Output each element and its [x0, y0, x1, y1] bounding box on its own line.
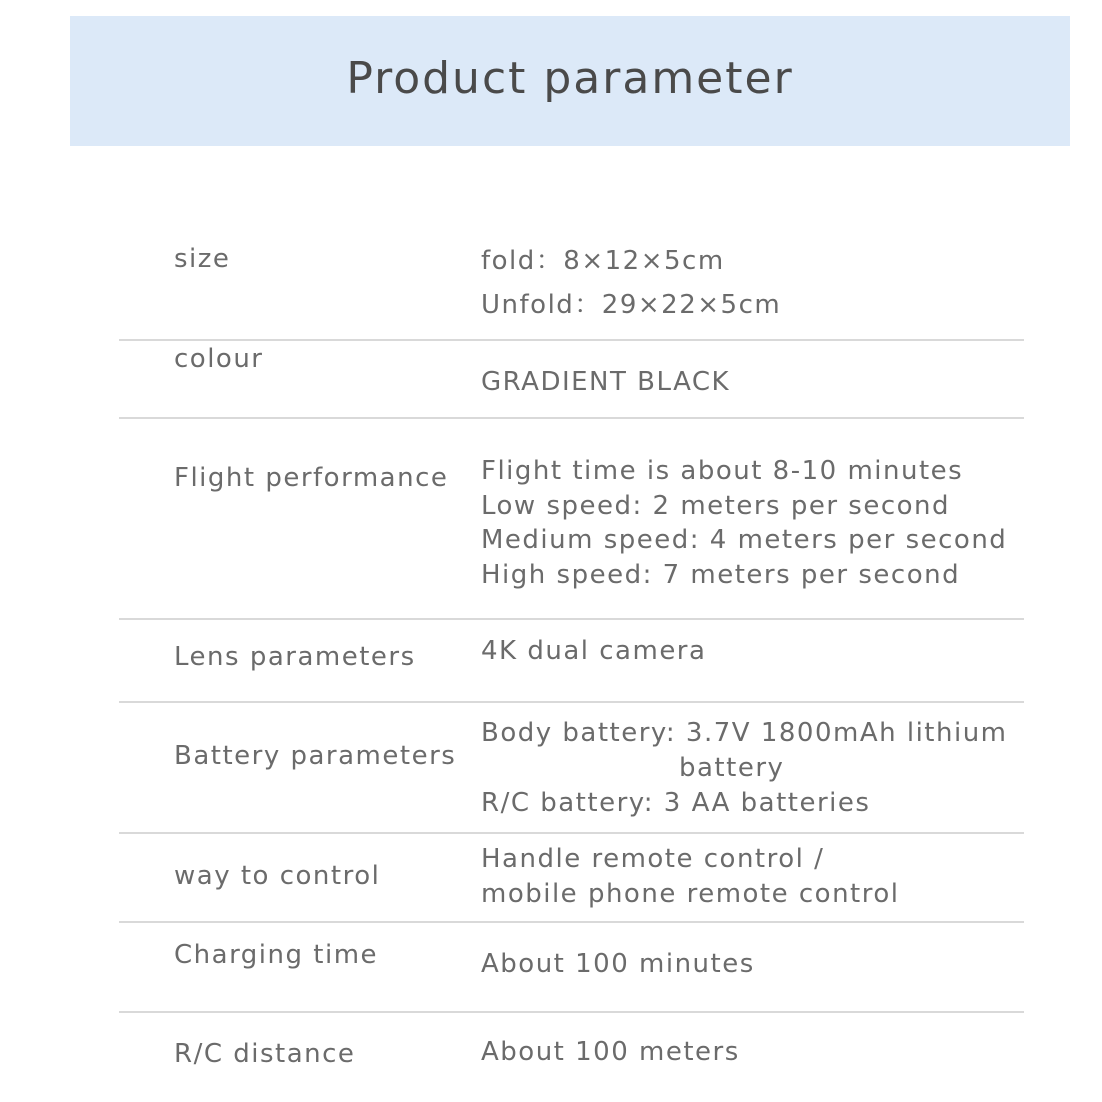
param-label-rc-distance: R/C distance	[174, 1039, 356, 1069]
param-label-control: way to control	[174, 861, 381, 891]
row-divider	[119, 921, 1024, 923]
param-value-charging: About 100 minutes	[481, 949, 755, 979]
param-value-medium-speed: Medium speed: 4 meters per second	[481, 525, 1008, 555]
param-label-flight-performance: Flight performance	[174, 463, 449, 493]
header-banner	[70, 16, 1070, 146]
row-divider	[119, 1011, 1024, 1013]
param-label-charging: Charging time	[174, 940, 379, 970]
param-value-flight-time: Flight time is about 8-10 minutes	[481, 456, 964, 486]
param-label-battery: Battery parameters	[174, 741, 457, 771]
param-value-size-unfold: Unfold：29×22×5cm	[481, 290, 782, 320]
param-label-colour: colour	[174, 344, 264, 374]
row-divider	[119, 339, 1024, 341]
row-divider	[119, 417, 1024, 419]
param-value-low-speed: Low speed: 2 meters per second	[481, 491, 951, 521]
row-divider	[119, 618, 1024, 620]
param-value-rc-battery: R/C battery: 3 AA batteries	[481, 788, 871, 818]
param-label-size: size	[174, 244, 231, 274]
param-value-body-battery-cont: battery	[679, 753, 785, 783]
row-divider	[119, 701, 1024, 703]
param-value-colour: GRADIENT BLACK	[481, 367, 731, 397]
param-value-control-handle: Handle remote control /	[481, 844, 825, 874]
param-value-control-phone: mobile phone remote control	[481, 879, 900, 909]
row-divider	[119, 832, 1024, 834]
param-value-high-speed: High speed: 7 meters per second	[481, 560, 961, 590]
param-value-lens: 4K dual camera	[481, 636, 707, 666]
param-value-size-fold: fold：8×12×5cm	[481, 246, 725, 276]
param-value-rc-distance: About 100 meters	[481, 1037, 740, 1067]
param-value-body-battery: Body battery: 3.7V 1800mAh lithium	[481, 718, 1008, 748]
page-title: Product parameter	[346, 53, 794, 104]
param-label-lens: Lens parameters	[174, 642, 416, 672]
